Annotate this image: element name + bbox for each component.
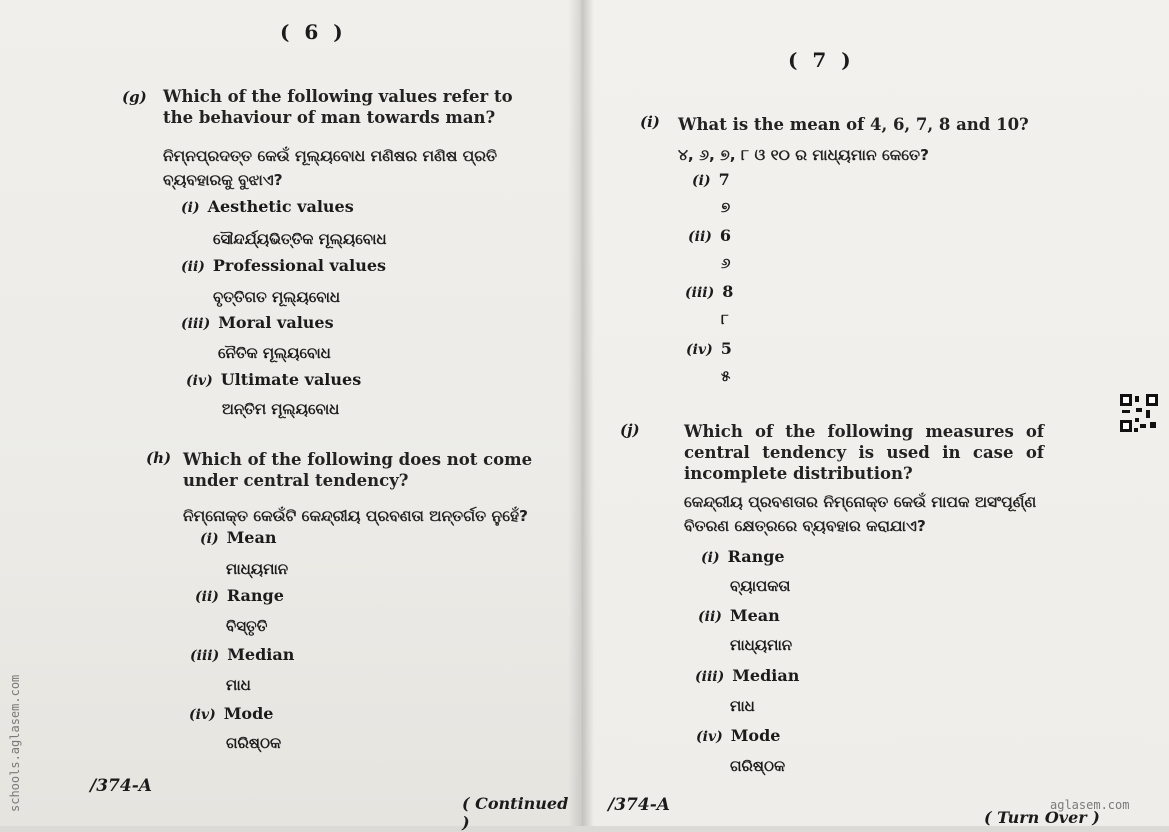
option (181, 197, 354, 216)
option-odia: ମାଧ (226, 676, 251, 694)
option-text: Range (226, 586, 284, 605)
question-text-odia: ନିମ୍ନପ୍ରଦତ୍ତ କେଉଁ ମୂଲ୍ୟବୋଧ ମଣିଷର ମଣିଷ ପ୍ରତି ବ୍ୟବହାରକୁ ବୁଝାଏ? (163, 147, 498, 189)
option-odia: ୮ (721, 310, 729, 328)
question-label: (i) (640, 113, 660, 131)
option-label: (iv) (696, 729, 723, 745)
question-text-odia: ୪, ୬, ୭, ୮ ଓ ୧୦ ର ମାଧ୍ୟମାନ କେତେ? (678, 146, 930, 164)
option-odia: ଅନ୍ତିମ ମୂଲ୍ୟବୋଧ (222, 400, 340, 418)
left-page (0, 0, 580, 832)
option (696, 726, 780, 745)
option-odia: ୫ (721, 367, 731, 385)
option-label: (i) (181, 200, 200, 216)
question-text: Which of the following values refer to the behaviour of man towards man? (163, 87, 513, 127)
option-label: (iii) (181, 316, 211, 332)
option-label: (iii) (190, 648, 220, 664)
question-text: Which of the following measures of central tendency is used in case of incomplete distribution? (684, 422, 1044, 483)
page-number: ( 7 ) (788, 48, 855, 72)
option-label: (iv) (186, 373, 213, 389)
qr-code-icon (1120, 394, 1158, 432)
option-label: (i) (200, 531, 219, 547)
option (692, 170, 730, 189)
option-odia: ମାଧ୍ୟମାନ (226, 560, 289, 578)
option-label: (i) (692, 173, 711, 189)
option-text: Mode (730, 726, 781, 745)
option-text: Professional values (212, 256, 387, 275)
option (698, 606, 780, 625)
option-text: Range (727, 547, 785, 566)
option-text: Mean (729, 606, 780, 625)
option (195, 586, 284, 605)
option-odia: ୬ (721, 254, 731, 272)
option (189, 704, 273, 723)
option-text: Aesthetic values (207, 197, 354, 216)
watermark-corner: aglasem.com (1050, 798, 1130, 812)
question-label: (g) (122, 88, 147, 106)
option-label: (i) (701, 550, 720, 566)
footer-code: /374-A (608, 795, 670, 815)
footer-note: ( Turn Over ) (984, 808, 1100, 827)
option-text: Median (732, 666, 800, 685)
option-odia: ୭ (721, 198, 731, 216)
option-odia: ବୃତ୍ତିଗତ ମୂଲ୍ୟବୋଧ (213, 288, 341, 306)
option-odia: ମାଧ୍ୟମାନ (730, 636, 793, 654)
option-odia: ବ୍ୟାପକତା (730, 577, 791, 595)
option-text: 7 (718, 170, 730, 189)
watermark-side: schools.aglasem.com (8, 674, 22, 812)
option (181, 256, 386, 275)
option-text: Median (227, 645, 295, 664)
option-text: Mode (223, 704, 274, 723)
option-odia: ବିସ୍ତୃତି (226, 617, 268, 635)
question-text: Which of the following does not come under central tendency? (183, 450, 533, 490)
option-odia: ଗରିଷ୍ଠକ (226, 734, 282, 752)
page-number: ( 6 ) (280, 20, 347, 44)
option-odia: ଗରିଷ୍ଠକ (730, 757, 786, 775)
question-text-odia: ନିମ୍ନୋକ୍ତ କେଉଁଟି କେନ୍ଦ୍ରୀୟ ପ୍ରବଣତା ଅନ୍ତର୍ଗତ ନୁହେଁ? (183, 507, 529, 525)
footer-note: ( Continued ) (462, 794, 569, 832)
option-text: Ultimate values (220, 370, 362, 389)
option-odia: ନୈତିକ ମୂଲ୍ୟବୋଧ (218, 344, 331, 362)
question-label: (h) (146, 449, 172, 467)
option (686, 339, 732, 358)
option-odia: ମାଧ (730, 697, 755, 715)
option (695, 666, 799, 685)
option-text: 8 (722, 282, 734, 301)
option-label: (iii) (685, 285, 715, 301)
option-text: 6 (719, 226, 732, 245)
option (200, 528, 276, 547)
option-text: Moral values (218, 313, 334, 332)
option-label: (ii) (698, 609, 722, 625)
option (181, 313, 334, 332)
option-label: (ii) (688, 229, 712, 245)
footer-code: /374-A (90, 776, 152, 796)
option-text: 5 (720, 339, 732, 358)
option (186, 370, 361, 389)
option (701, 547, 785, 566)
option (685, 282, 733, 301)
question-label: (j) (620, 421, 640, 439)
option-label: (iv) (686, 342, 713, 358)
option-label: (iv) (189, 707, 216, 723)
option-text: Mean (226, 528, 277, 547)
option-label: (ii) (195, 589, 219, 605)
option (190, 645, 294, 664)
question-text-odia: କେନ୍ଦ୍ରୀୟ ପ୍ରବଣତାର ନିମ୍ନୋକ୍ତ କେଉଁ ମାପକ ଅସଂପୂର୍ଣ୍ଣ ବିତରଣ କ୍ଷେତ୍ରରେ ବ୍ୟବହାର କରାଯାଏ? (684, 493, 1037, 535)
option-label: (ii) (181, 259, 205, 275)
right-page (580, 0, 1169, 826)
question-text: What is the mean of 4, 6, 7, 8 and 10? (678, 115, 1029, 134)
book-spine-shadow (568, 0, 594, 826)
option (688, 226, 731, 245)
option-odia: ସୌନ୍ଦର୍ଯ୍ୟଭିତ୍ତିକ ମୂଲ୍ୟବୋଧ (213, 230, 387, 248)
option-label: (iii) (695, 669, 725, 685)
